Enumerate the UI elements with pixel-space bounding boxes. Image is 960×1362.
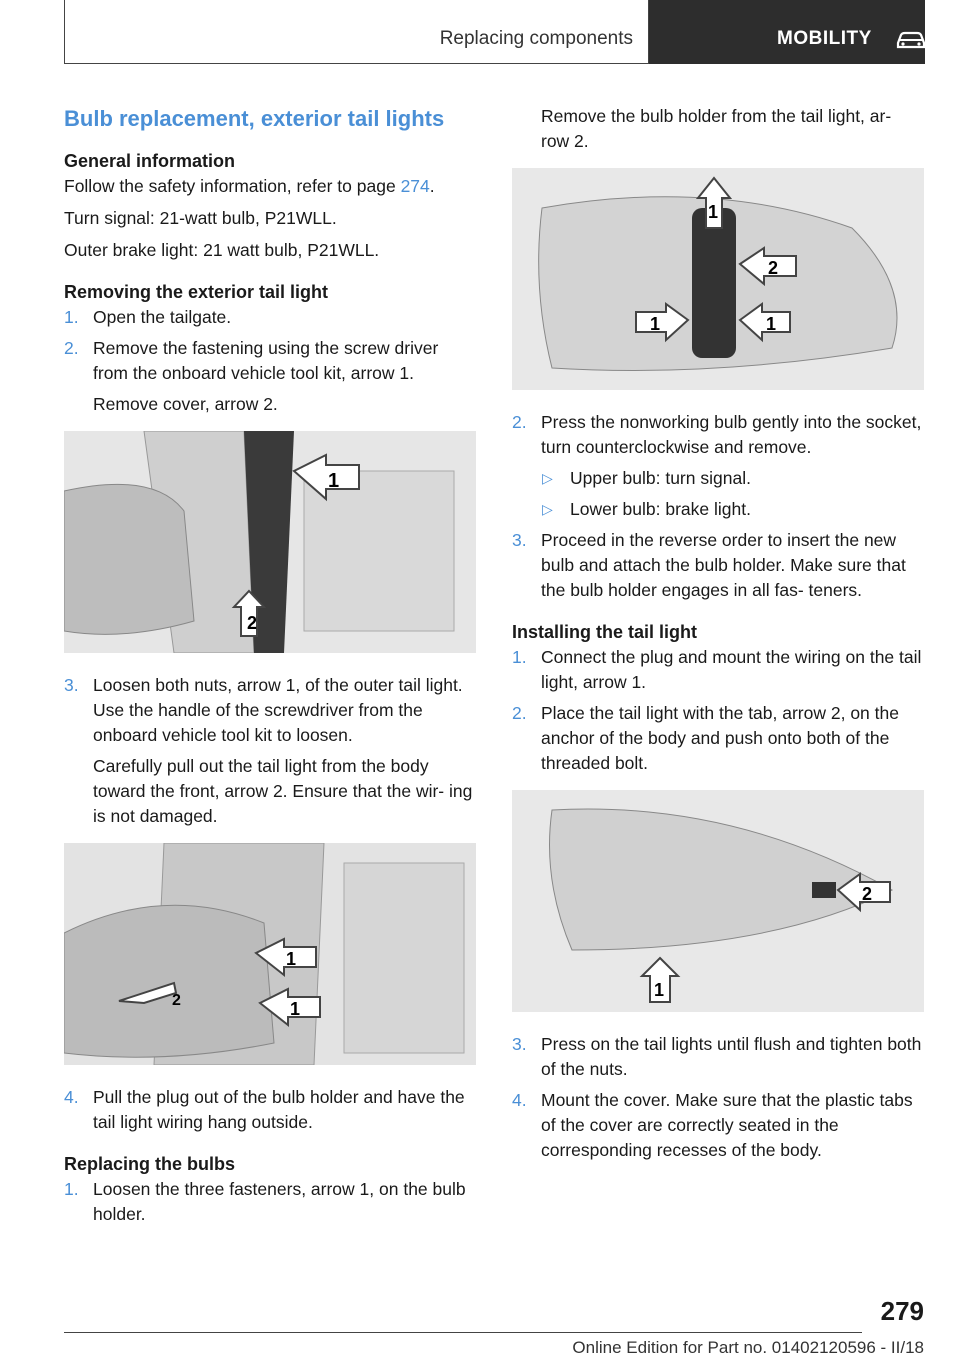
brake-light-text: Outer brake light: 21 watt bulb, P21WLL. [64, 240, 380, 260]
list-item [64, 336, 476, 386]
figure-install-tail-light [512, 790, 924, 1012]
safety-pre: Follow the safety information, refer to page [64, 176, 401, 196]
bullet-text: Upper bulb: turn signal. [570, 468, 751, 488]
list-item [64, 1085, 476, 1135]
intro-text: Remove the bulb holder from the tail light, ar‑ row 2. [541, 106, 892, 151]
footer-text: Online Edition for Part no. 01402120596 - II/18 [572, 1338, 924, 1357]
step-text: Press on the tail lights until flush and tighten both of the nuts. [541, 1034, 922, 1079]
step-number: 2. [512, 412, 527, 432]
step-number: 2. [512, 703, 527, 723]
list-item [512, 410, 924, 460]
installing-heading: Installing the tail light [512, 622, 698, 642]
illustration [64, 843, 476, 1065]
arrow-label-2: 2 [862, 884, 873, 904]
step-number: 3. [64, 675, 79, 695]
turn-signal-text: Turn signal: 21‑watt bulb, P21WLL. [64, 208, 337, 228]
page-title: Bulb replacement, exterior tail lights [64, 106, 445, 131]
header-chapter [649, 0, 925, 64]
step-number: 3. [512, 1034, 527, 1054]
step-number: 1. [512, 647, 527, 667]
replacing-heading: Replacing the bulbs [64, 1154, 236, 1174]
list-item [512, 645, 924, 695]
illustration [512, 168, 924, 390]
arrow-label-1b: 1 [650, 314, 661, 334]
step-number: 1. [64, 307, 79, 327]
step-number: 1. [64, 1179, 79, 1199]
step-text: Place the tail light with the tab, arrow 2, on the anchor of the body and push onto both of the threaded bolt. [541, 703, 899, 773]
bullet-item [512, 466, 924, 491]
step-number: 4. [64, 1087, 79, 1107]
right-column [512, 104, 924, 1169]
step-text: Loosen the three fasteners, arrow 1, on the bulb holder. [93, 1179, 466, 1224]
page-number: 279 [880, 1296, 924, 1326]
step-subtext: Remove cover, arrow 2. [93, 394, 278, 414]
car-icon [895, 30, 927, 50]
page-link[interactable]: 274 [400, 176, 430, 196]
step-number: 4. [512, 1090, 527, 1110]
arrow-label-1b: 1 [290, 999, 301, 1019]
step-text: Pull the plug out of the bulb holder and have the tail light wiring hang outside. [93, 1087, 465, 1132]
step-text: Press the nonworking bulb gently into the socket, turn counterclockwise and remove. [541, 412, 922, 457]
illustration [512, 790, 924, 1012]
page-header [64, 0, 925, 64]
list-item [512, 701, 924, 776]
list-item [512, 1088, 924, 1163]
illustration [64, 431, 476, 653]
step-text: Open the tailgate. [93, 307, 232, 327]
arrow-label-2: 2 [172, 992, 181, 1009]
footer-divider [64, 1332, 862, 1333]
figure-cover-removal [64, 431, 476, 653]
figure-bulb-holder [512, 168, 924, 390]
arrow-label-1: 1 [328, 470, 340, 492]
step-number: 3. [512, 530, 527, 550]
list-item [512, 1032, 924, 1082]
step-text: Remove the fastening using the screw driver from the onboard vehicle tool kit, arrow 1. [93, 338, 439, 383]
header-section-title: Replacing components [439, 28, 633, 49]
step-text: Mount the cover. Make sure that the plastic tabs of the cover are correctly seated in the corresponding recesses of the body. [541, 1090, 913, 1160]
list-item [64, 1177, 476, 1227]
figure-loosen-nuts [64, 843, 476, 1065]
general-heading: General information [64, 151, 236, 171]
step-subtext: Carefully pull out the tail light from the body toward the front, arrow 2. Ensure that the wir‑ ing is not damaged. [93, 756, 473, 826]
arrow-label-1: 1 [286, 949, 297, 969]
safety-text [64, 174, 476, 199]
safety-post: . [429, 176, 435, 196]
bullet-text: Lower bulb: brake light. [570, 499, 751, 519]
arrow-label-2: 2 [247, 613, 258, 633]
arrow-label-1: 1 [654, 980, 665, 1000]
step-text: Loosen both nuts, arrow 1, of the outer tail light. Use the handle of the screwdriver from the onboard vehicle tool kit to loosen. [93, 675, 463, 745]
list-item [64, 673, 476, 748]
removing-heading: Removing the exterior tail light [64, 282, 329, 302]
arrow-label-1: 1 [708, 202, 719, 222]
triangle-bullet-icon: ▷ [542, 470, 553, 486]
arrow-label-2: 2 [768, 258, 779, 278]
triangle-bullet-icon: ▷ [542, 501, 553, 517]
arrow-label-1c: 1 [766, 314, 777, 334]
bullet-item [512, 497, 924, 522]
step-text: Proceed in the reverse order to insert the new bulb and attach the bulb holder. Make sure that the bulb holder engages in all fas‑ teners. [541, 530, 906, 600]
step-text: Connect the plug and mount the wiring on the tail light, arrow 1. [541, 647, 922, 692]
step-number: 2. [64, 338, 79, 358]
left-column [64, 104, 476, 1233]
header-chapter-label: MOBILITY [777, 28, 872, 49]
list-item [512, 528, 924, 603]
list-item [64, 305, 476, 330]
